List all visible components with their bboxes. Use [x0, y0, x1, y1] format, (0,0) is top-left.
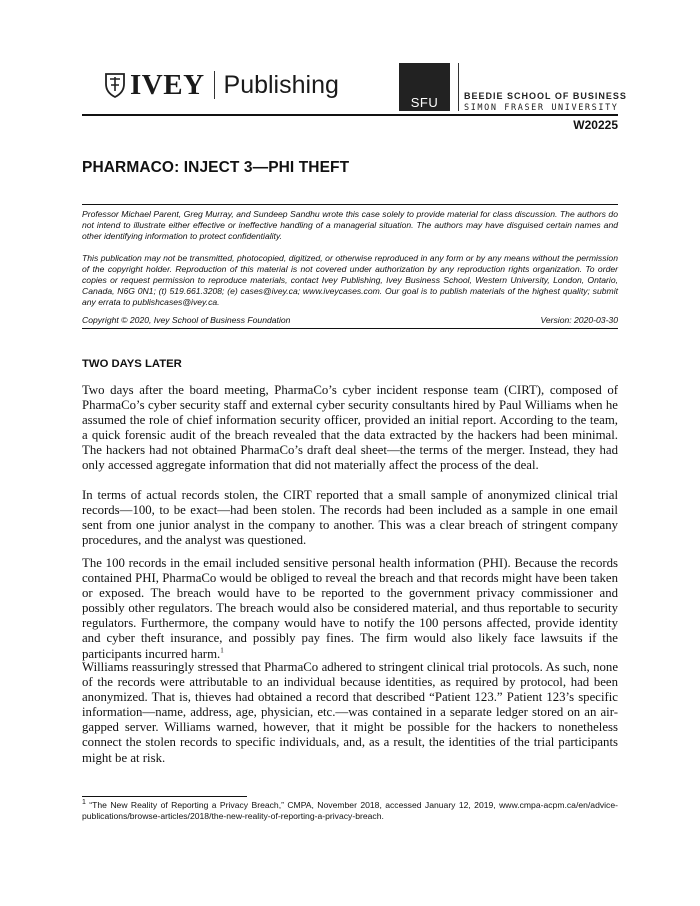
body-paragraph-1: Two days after the board meeting, PharmaCo’s cyber incident response team (CIRT), composed of PharmaCo’s cyber security staff and external cyber security consultants hired by Paul Williams when he assumed the role of chief information security officer, provided an initial report. According to the team, a quick forensic audit of the breach revealed that the data extracted by the hackers had been minimal. The hackers had not obtained PharmaCo’s draft deal sheet—the terms of the merger. Instead, they had only accessed aggregate information that did not materially affect the process of the deal.: [82, 383, 618, 473]
ivey-wordmark: IVEY: [130, 69, 205, 101]
copyright-line: Copyright © 2020, Ivey School of Business Foundation: [82, 315, 291, 325]
permission-note: This publication may not be transmitted, photocopied, digitized, or otherwise reproduced in any form or by any means without the permission of the copyright holder. Reproduction of this material is not covered under authorization by any reproduction rights organization. To order copies or request permission to reproduce materials, contact Ivey Publishing, Ivey Business School, Western University, London, Ontario, Canada, N6G 0N1; (t) 519.661.3208; (e) cases@ivey.ca; www.iveycases.com. Our goal is to publish materials of the highest quality; submit any errata to publishcases@ivey.ca.: [82, 253, 618, 307]
sfu-divider: [458, 63, 459, 111]
front-matter-bottom-rule: [82, 328, 618, 329]
section-heading: TWO DAYS LATER: [82, 358, 182, 370]
logo-separator: [214, 71, 215, 99]
sfu-logo: [399, 63, 450, 111]
publishing-wordmark: Publishing: [223, 71, 339, 99]
body-paragraph-3: [82, 556, 618, 662]
footnote: [82, 800, 618, 822]
version-label: Version: 2020-03-30: [540, 315, 618, 325]
footnote-rule: [82, 796, 247, 797]
university-name: SIMON FRASER UNIVERSITY: [464, 103, 619, 113]
footnote-marker: 1: [82, 799, 86, 807]
ivey-shield-icon: [104, 72, 126, 98]
body-paragraph-4: Williams reassuringly stressed that PharmaCo adhered to stringent clinical trial protocols. As such, none of the records were attributable to an individual because identities, as required by protocol, had been anonymized. That is, thieves had obtained a record that described “Patient 123.” Patient 123’s specific information—name, address, age, physician, etc.—was contained in a separate ledger stored on an air-gapped server. Williams warned, however, that it might be possible for the hackers to nonetheless connect the stolen records to specific individuals, and, as a result, the identities of the trial participants might be at risk.: [82, 660, 618, 765]
ivey-publishing-logo: [104, 70, 339, 100]
sfu-logo-text: SFU: [410, 95, 439, 110]
case-code: W20225: [573, 118, 618, 132]
body-paragraph-3-text: The 100 records in the email included sensitive personal health information (PHI). Because the records contained PHI, PharmaCo would be obliged to reveal the breach and that records might have been taken or exposed. The breach would have to be reported to the government privacy commissioner and possibly other regulators. The breach would also be considered material, and thus reportable to security regulators. Furthermore, the company would have to notify the 100 persons affected, provide identity and cyber theft insurance, and possibly pay fines. The firm would also likely face lawsuits if the participants incurred harm.: [82, 556, 618, 661]
body-paragraph-2: In terms of actual records stolen, the CIRT reported that a small sample of anonymized clinical trial records—100, to be exact—had been stolen. The records had been included as a sample in one email sent from one junior analyst in the company to another. This was a clear breach of stringent company procedures, and the analyst was questioned.: [82, 488, 618, 548]
front-matter-top-rule: [82, 204, 618, 205]
school-name: BEEDIE SCHOOL OF BUSINESS: [464, 91, 627, 101]
header-rule: [82, 114, 618, 116]
authors-note: Professor Michael Parent, Greg Murray, and Sundeep Sandhu wrote this case solely to provide material for class discussion. The authors do not intend to illustrate either effective or ineffective handling of a managerial situation. The authors may have disguised certain names and other identifying information to protect confidentiality.: [82, 209, 618, 241]
footnote-text: “The New Reality of Reporting a Privacy Breach,” CMPA, November 2018, accessed January 12, 2019, www.cmpa-acpm.ca/en/advice-publications/browse-articles/2018/the-new-reality-of-reporting-a-privacy-breach.: [82, 800, 618, 821]
case-title: PHARMACO: INJECT 3—PHI THEFT: [82, 159, 350, 176]
footnote-reference[interactable]: 1: [220, 646, 224, 655]
